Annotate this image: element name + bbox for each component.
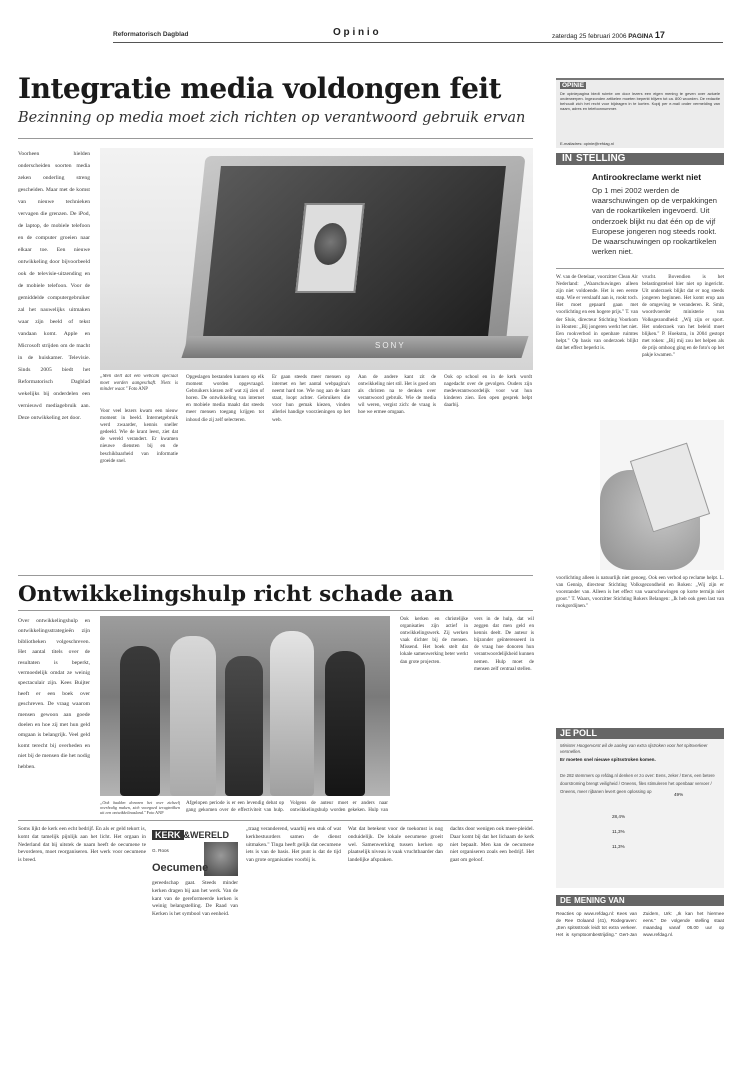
article1-col6: Ook op school en in de kerk wordt nagedacht over de gevolgen. Ouders zijn medeverantwoordelijk voor wat hun kinderen zien. Een open gesprek helpt daarbij. [444, 374, 532, 409]
article1-col4: Er gaan steeds meer mensen op internet en het aantal webpagina's neemt hard toe. Wie nog aan de kant staat, loopt achter. Gebruikers die voor hun gemak kiezen, vinden allerlei handige voorzieningen op het web. [272, 374, 350, 423]
article3-col3: „traag veranderend, waarbij een stuk of wat kerkbestuurders samen de dienst uitmaken." Tinga heeft gelijk dat oecumene iets is van de basis. Het punt is dat de tijd van grote organisaties voorbij is. [246, 826, 341, 864]
poll-label2: POLL [573, 728, 598, 738]
article2-col5: Ook kerken en christelijke organisaties zijn actief in ontwikkelingswerk. Zij werken vaak dichter bij de mensen. Missend. Het boek stelt dat lokale samenwerking beter werkt dan grote projecten. [400, 616, 468, 665]
mening-label2: MENING VAN [574, 896, 625, 905]
wereld-label: WERELD [190, 830, 230, 840]
article2-caption [100, 800, 180, 814]
article3-author: G. Roos [152, 848, 169, 853]
poll-pct-3: 11,3% [612, 829, 625, 834]
caption-text: „Men stelt dat een webcam speciaal moet worden aangeschaft. Niets is minder waar." [100, 374, 178, 393]
article3-col4: Wat dat betekent voor de toekomst is nog onduidelijk. De lokale oecumene groeit wel. Samenwerking tussen kerken op plaatselijk niveau is vaak vruchtbaarder dan landelijke afspraken. [348, 826, 443, 864]
author-photo [204, 842, 238, 876]
poll-body: De 282 stemmers op refdag.nl denken er zo over: Eens, zeker / Eens, een betere doorstroming brengt veiligheid / Oneens, files stimuleren het openbaar vervoer / Oneens, meer rijbanen levert geen oplossing op [560, 773, 715, 795]
instelling-label1: IN [562, 153, 572, 164]
keyboard-panel [181, 336, 528, 358]
article3-heading: Oecumene [152, 862, 209, 874]
opinie-email: E-mailadres: opinie@refdag.nl [560, 141, 614, 146]
poll-pct-1: 49% [674, 792, 684, 797]
article2-col4: Volgens de auteur moet er anders naar ontwikkelingshulp worden gekeken. Hulp van [290, 800, 388, 814]
people-photo [100, 616, 390, 796]
article1-caption [100, 374, 178, 402]
article3-col1: Soms lijkt de kerk een echt bedrijf. En als er geld tekort is, komt dat tamelijk pijnlijk aan het licht. Het orgaan in Nederland dat bij uitstek de naam heeft de oecumene te bevorderen, moet reorganiseren. Het werk voor oecumene is breed. [18, 826, 146, 864]
opinie-text: De opiniepagina biedt ruimte om door lezers een eigen mening te geven over actuele onderwerpen. Ingezonden artikelen moeten beperkt blijven tot ca. 800 woorden. De redactie behoudt zich het recht voor bijdragen in te korten. Kopij per e-mail onder vermelding van naam, adres en telefoonnummer. [560, 92, 720, 111]
article1-col5: Aan de andere kant zit de ontwikkeling niet stil. Het is goed om als christen na te denken over verantwoord gebruik. Wie de media wil weren, vergist zich: de vraag is hoe we ermee omgaan. [358, 374, 436, 416]
poll-statement: Er moeten snel nieuwe spitsstroken komen. [560, 757, 656, 762]
article1-col1: Voorheen hielden onderscheiden soorten media zeken onderling streng gescheiden. Maar met de komst van nieuwe technieken vervagen die grenzen. De iPod, de laptop, de mobiele telefoon en de computer groeien naar elkaar toe. Een nieuwe ontwikkeling door bijvoorbeeld ook de televisie-uitzending en de mobiele telefoon. Voor de gemiddelde computergebruiker zal het nauwelijks uitmaken waar zijn beeld of tekst vandaan komt. Apple en Microsoft strijden om de macht in de huiskamer. Televisie. Sinds 2005 biedt het Reformatorisch Dagblad wekelijks bij onderdelen een vernieuwd mediagebruik aan. Deze ontwikkeling zet door. [18, 151, 90, 421]
kerk-label: KERK [152, 830, 184, 840]
article1-col3: Opgeslagen bestanden kunnen op elk moment worden opgevraagd. Gebruikers kiezen zelf wat zij zien of horen. De ontwikkeling van internet en mobiele media maakt dat steeds meer mensen toegang krijgen tot inhoud die zij zelf selecteren. [186, 374, 264, 423]
article1-col2: Voor veel lezers kwam een nieuw moment in beeld. Internetgebruik werd zwaarder, kennis sneller gedeeld. Wie de krant leest, ziet dat de wereld verandert. Er kwamen nieuwe diensten bij en de beschikbaarheid van informatie groeide snel. [100, 408, 178, 464]
instelling-rule [556, 268, 724, 269]
caption-credit: Foto ANP [128, 387, 148, 393]
caption2-text: „Ook hadden donoren het over zichzelf overbodig maken, zich voorgoed terugtrekken uit een ontwikkelingsland." [100, 800, 180, 814]
opinie-label: OPINIE [562, 82, 585, 89]
figure-2 [170, 636, 216, 796]
ampersand: & [183, 830, 191, 840]
poll-label1: JE [560, 728, 572, 738]
cigarette-pack-photo [600, 420, 724, 570]
mening-label1: DE [560, 896, 572, 905]
article2-rule [18, 610, 533, 611]
poll-pct-4: 11,3% [612, 844, 625, 849]
poll-header [556, 728, 724, 739]
instelling-col1: W. van de Oetelaar, voorzitter Clean Air Nederland: „Waarschuwingen alleen zijn niet voldoende. Het is een eerste stap. Wie er verslaafd aan is, rookt toch. Het moet gepaard gaan met voorlichting en een hogere prijs." T. van der Sluis, directeur Stichting Voorkom in Houten: „Bij jongeren werkt het niet. Een rookverbod in openbare ruimtes helpt." Op basis van onderzoek blijkt dat het effect beperkt is. [556, 274, 638, 351]
mening-text: Reacties op www.refdag.nl: Kees van de Ree Oolaand (41), Rodegraven: „Een spitsstrook leidt tot extra verkeer. Het is symptoombestrijding." Gert-Jan Zuidem, Urk: „Ik kan het hiermee eens." De volgende stelling staat maandag vanaf 06.00 uur op www.refdag.nl. [556, 911, 724, 937]
figure-5 [325, 651, 365, 796]
article1-subtitle: Bezinning op media moet zich richten op verantwoord gebruik ervan [18, 110, 526, 126]
sony-logo: SONY [375, 341, 406, 350]
page-label: PAGINA [628, 33, 654, 40]
poll-box [556, 728, 724, 888]
masthead-paper: Reformatorisch Dagblad [113, 31, 189, 38]
article3-col5: dachts door wenigen ook meer-pleidel. Daar komt bij dat het lichaam de kerk niet bepaalt. Men kan de oecumene niet organiseren zoals een bedrijf. Het gaat om geloof. [450, 826, 534, 864]
date-text: zaterdag 25 februari 2006 [552, 33, 627, 40]
instelling-col3: voorlichting alleen is natuurlijk niet genoeg. Ook een verbod op reclame helpt. L. van Gennip, directeur Stichting Volksgezondheid en Roken: „Wij zijn er voorstander van. Alleen is het effect van waarschuwingen op korte termijn niet groot." T. Waars, voorzitter Stichting Rokers Belangen: „Ik heb ook geen last van rookgordijnen." [556, 575, 724, 610]
caption2-credit: Foto ANP [146, 810, 164, 814]
masthead-section: O p i n i o [333, 27, 379, 38]
instelling-label2: STELLING [576, 153, 626, 164]
article1-title: Integratie media voldongen feit [18, 72, 501, 105]
article3-col2: gereedschap gaat. Steeds minder kerken dragen bij aan het werk. Van de kant van de gereformeerde kerken is weinig belangstelling. De Raad van Kerken is het symbool van eenheid. [152, 880, 238, 918]
face-icon [312, 223, 348, 265]
page-number: 17 [654, 30, 665, 40]
mening-header [556, 895, 724, 906]
masthead-rule [113, 42, 723, 43]
article2-col3: Afgelopen periode is er een levendig debat op gang gekomen over de effectiviteit van hulp. [186, 800, 284, 814]
figure-4 [270, 631, 314, 796]
webcam-window [295, 203, 364, 293]
article2-col6: vers in de hulp, dat wil zeggen dat men geld en kennis deelt. De auteur is bijzonder geïnteresseerd in de vraag hoe donoren hun verantwoordelijkheid kunnen nemen. Hulp moet de mensen zelf centraal stellen. [474, 616, 534, 672]
kerk-wereld-logo [152, 828, 238, 842]
instelling-title: Antirookreclame werkt niet [592, 172, 702, 182]
article1-bottom-rule [18, 575, 533, 576]
instelling-text: Op 1 mei 2002 werden de waarschuwingen op de verpakkingen van de rookartikelen ingevoerd. Uit onderzoek blijkt nu dat één op de vijf Europese jongeren nog steeds rookt. De waarschuwingen op rookartikelen werken niet. [592, 186, 717, 257]
instelling-header [556, 153, 724, 165]
instelling-col2: vrucht. Bovendien is het belastingstelsel hier niet op ingericht. Uit onderzoek blijkt dat er nog steeds jongeren beginnen. Het komt erop aan de omgeving te veranderen. R. Smit, woordvoerder ministerie van Volksgezondheid: „Wij zijn er sport. Het onderzoek van het beleid moet blijken." P. Hoekstra, in 2004 gestopt met roken: „Bij mij zou het helpen als de prijs omhoog ging en de foto's op het pakje kwamen." [642, 274, 724, 359]
article1-rule [18, 138, 533, 139]
laptop-photo [100, 148, 533, 370]
opinie-box [556, 78, 724, 148]
figure-1 [120, 646, 160, 796]
poll-pct-2: 28,4% [612, 814, 626, 819]
figure-3 [225, 656, 263, 796]
masthead-date [552, 30, 665, 40]
poll-question: Minister Hoogervorst wil de aanleg van extra rijstroken voor het spitsverkeer versnellen. [560, 743, 708, 754]
article2-col1: Over ontwikkelingshulp en ontwikkelingsstrategieën zijn bibliotheken volgeschreven. Het aantal titels over de resultaten is beperkt, vermoedelijk omdat ze weinig spectaculair zijn. Kees Buijter heeft er een boek over geschreven. De vraag waarom mensen gewoon aan goede doelen en hoe zij met hun geld omgaan is belangrijk. Veel geld komt terecht bij overheden en niet bij de mensen die het nodig hebben. [18, 618, 90, 770]
article2-title: Ontwikkelingshulp richt schade aan [18, 582, 454, 607]
article2-bottom-rule [18, 820, 533, 821]
